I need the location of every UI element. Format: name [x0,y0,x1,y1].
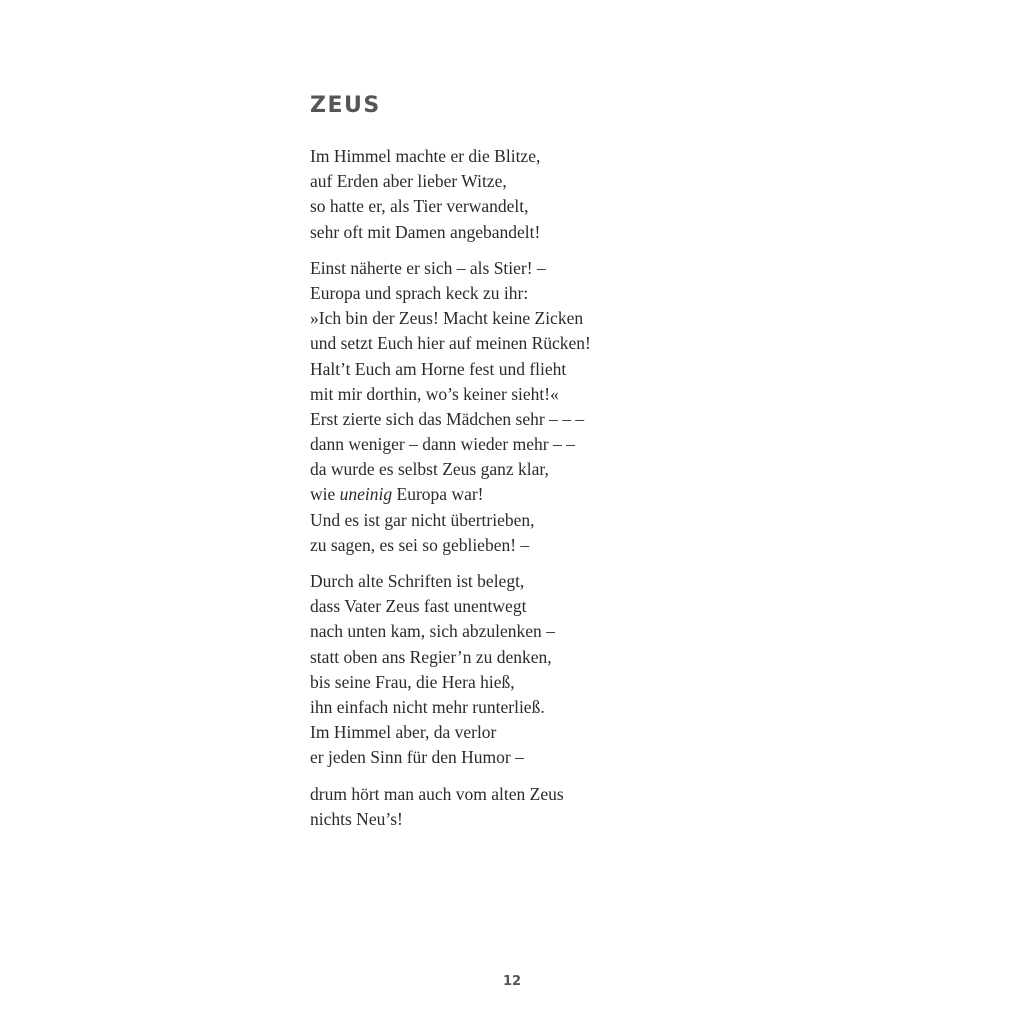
page-number: 12 [502,974,522,989]
poem-line: sehr oft mit Damen angebandelt! [310,221,541,242]
poem-line-with-emphasis [310,482,730,507]
poem-line: auf Erden aber lieber Witze, [310,171,507,192]
poem-line: mit mir dorthin, wo’s keiner sieht!« [310,383,559,404]
poem-title: ZEUS [310,93,381,118]
poem-line: Halt’t Euch am Horne fest und flieht [310,358,567,379]
poem-line: und setzt Euch hier auf meinen Rücken! [310,333,591,354]
stanza-4 [310,782,730,832]
poem-line: Im Himmel aber, da verlor [310,722,497,743]
poem-line: dass Vater Zeus fast unentwegt [310,596,527,617]
poem-line: drum hört man auch vom alten Zeus [310,783,564,804]
poem-line: ihn einfach nicht mehr runterließ. [310,696,545,717]
emphasized-word: uneinig [339,484,393,505]
poem-line: da wurde es selbst Zeus ganz klar, [310,459,549,480]
poem-line: Einst näherte er sich – als Stier! – [310,257,546,278]
stanza-2 [310,256,730,558]
stanza-3 [310,569,730,771]
poem-line: Und es ist gar nicht übertrieben, [310,509,535,530]
poem-line: Im Himmel machte er die Blitze, [310,146,541,166]
poem-line: dann weniger – dann wieder mehr – – [310,434,575,455]
poem-line: Europa und sprach keck zu ihr: [310,282,529,303]
poem-line: so hatte er, als Tier verwandelt, [310,196,529,217]
poem-line: bis seine Frau, die Hera hieß, [310,671,515,692]
line-text: Europa war! [392,484,484,505]
poem-body [310,144,730,843]
poem-line: »Ich bin der Zeus! Macht keine Zicken [310,308,584,329]
poem-line: zu sagen, es sei so geblieben! – [310,534,530,555]
stanza-1 [310,144,730,245]
poem-line: nichts Neu’s! [310,808,403,829]
line-text: wie [310,484,340,505]
poem-line: Erst zierte sich das Mädchen sehr – – – [310,408,585,429]
poem-line: er jeden Sinn für den Humor – [310,747,524,768]
poem-line: statt oben ans Regier’n zu denken, [310,646,552,667]
poem-line: Durch alte Schriften ist belegt, [310,571,525,591]
poem-line: nach unten kam, sich abzulenken – [310,621,555,642]
